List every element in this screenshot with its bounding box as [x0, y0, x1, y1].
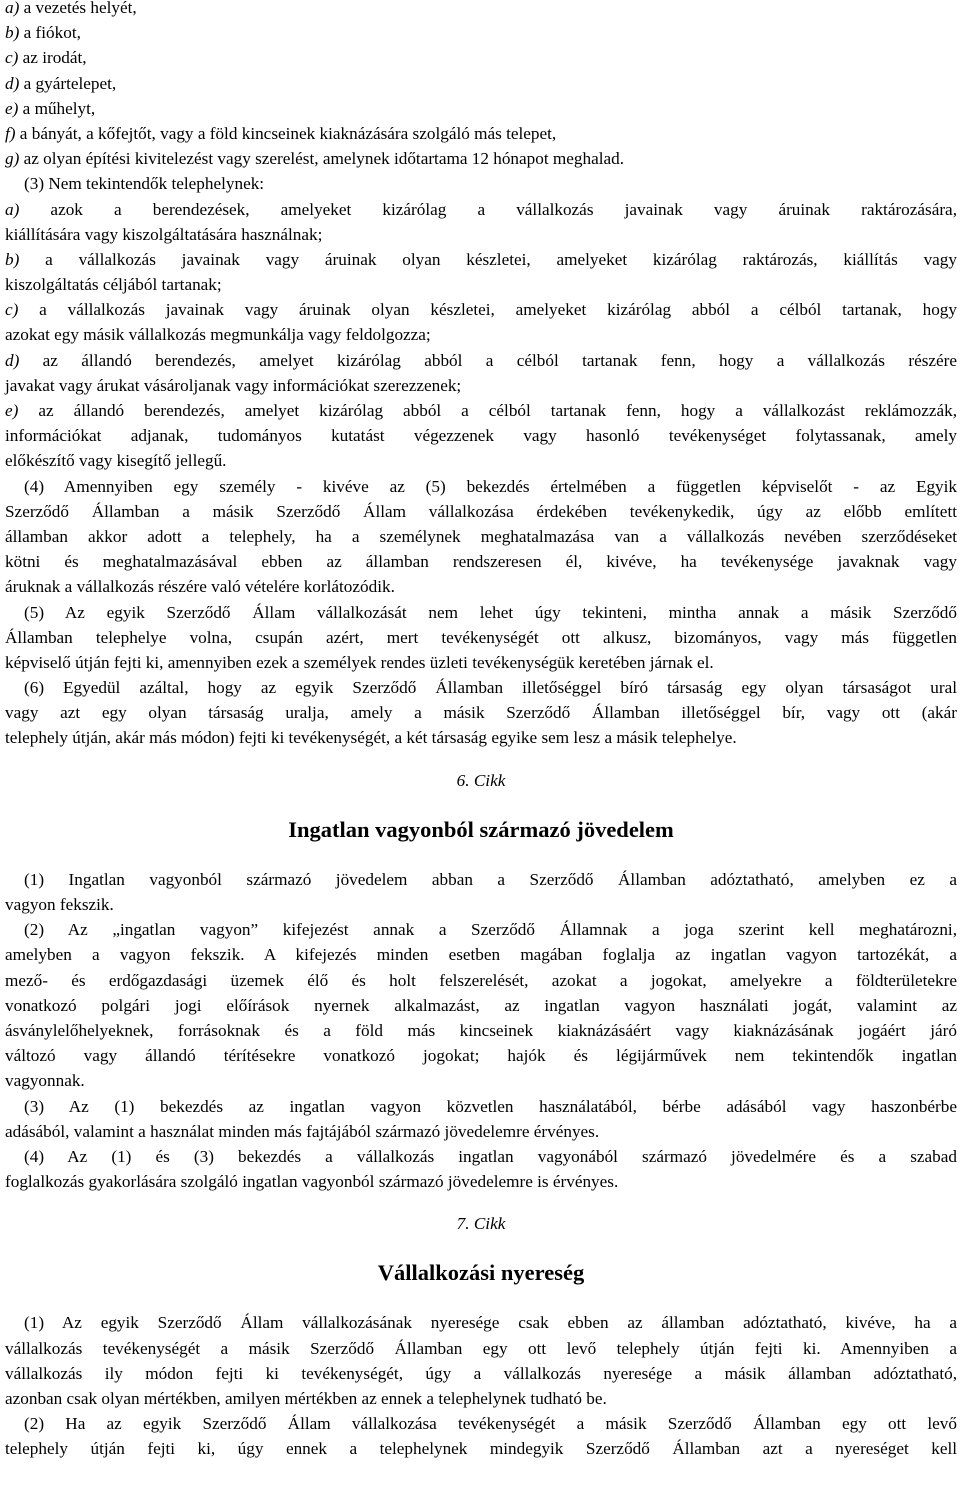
paragraph-line: telephely útján, akár más módon) fejti ki tevékenységét, a két társaság egyike sem lesz a másik telephelye.	[5, 728, 737, 748]
paragraph-line: b) a vállalkozás javainak vagy áruinak olyan készletei, amelyeket kizárólag raktározás, kiállítás vagy	[5, 249, 957, 269]
item-marker: f)	[5, 123, 16, 143]
paragraph-line: (4) Az (1) és (3) bekezdés a vállalkozás ingatlan vagyonából származó jövedelmére és a szabad	[24, 1146, 957, 1166]
paragraph-6	[5, 675, 957, 751]
article-6-paragraph-3	[5, 1094, 957, 1144]
item-marker: g)	[5, 149, 20, 169]
paragraph-line: vonatkozó polgári jogi előírások nyernek alkalmazást, az ingatlan vagyon használati jogát, valamint az	[5, 995, 957, 1015]
paragraph-3	[5, 171, 957, 473]
article-7-paragraph-2	[5, 1411, 957, 1461]
paragraph-line: vagyonnak.	[5, 1071, 85, 1091]
list-item: b) a fiókot,	[5, 23, 81, 43]
article-7-label: 7. Cikk	[456, 1214, 506, 1234]
paragraph-5	[5, 600, 957, 676]
paragraph-line: (2) Ha az egyik Szerződő Állam vállalkozása tevékenységét a másik Szerződő Államban egy ott levő	[24, 1414, 957, 1434]
item-marker: c)	[5, 48, 19, 68]
paragraph-line: (1) Ingatlan vagyonból származó jövedelem abban a Szerződő Államban adóztatható, amelyben ez a	[24, 869, 957, 889]
article-6-label: 6. Cikk	[456, 770, 506, 790]
article-7-title: Vállalkozási nyereség	[377, 1260, 585, 1286]
paragraph-line: vállalkozás ily módon fejti ki tevékenységét, úgy a vállalkozás nyeresége a másik államban adóztatható,	[5, 1363, 957, 1383]
paragraph-line: képviselő útján fejti ki, amennyiben ezek a személyek rendes üzleti tevékenységük keretében járnak el.	[5, 652, 714, 672]
list-item: d) a gyártelepet,	[5, 73, 117, 93]
paragraph-line: e) az állandó berendezés, amelyet kizárólag abból a célból tartanak fenn, hogy a vállalkozást reklámozzák,	[5, 401, 957, 420]
paragraph-line: államban akkor adott a telephely, ha a személynek meghatalmazása van a vállalkozás nevében szerződéseket	[5, 526, 957, 546]
paragraph-line: telephely útján fejti ki, úgy ennek a telephelynek mindegyik Szerződő Államban azt a nyereséget kell	[5, 1439, 957, 1459]
article-6-title: Ingatlan vagyonból származó jövedelem	[288, 816, 674, 842]
paragraph-line: kötni és meghatalmazásával ebben az államban rendszeresen él, kivéve, ha tevékenysége javaknak vagy	[5, 552, 957, 572]
item-marker: e)	[5, 98, 19, 118]
paragraph-line: vállalkozás tevékenységét a másik Szerződő Államban egy ott levő telephely útján fejti ki. Amennyiben a	[5, 1338, 957, 1358]
item-marker: a)	[5, 0, 20, 17]
paragraph-line: (4) Amennyiben egy személy - kivéve az (5) bekezdés értelmében a független képviselőt - az Egyik	[24, 476, 957, 496]
paragraph-line: kiállítására vagy kiszolgáltatására használnak;	[5, 224, 323, 244]
paragraph-line: amelyben a vagyon fekszik. A kifejezés minden esetben magában foglalja az ingatlan vagyon tartozékát, a	[5, 945, 957, 965]
paragraph-line: azokat egy másik vállalkozás megmunkálja vagy feldolgozza;	[5, 325, 431, 345]
paragraph-line: információkat adjanak, tudományos kutatást végezzenek vagy hasonló tevékenységet folytassanak, amely	[5, 426, 957, 446]
paragraph-line: d) az állandó berendezés, amelyet kizárólag abból a célból tartanak fenn, hogy a vállalkozás részére	[5, 350, 957, 370]
paragraph-line: foglalkozás gyakorlására szolgáló ingatlan vagyonból származó jövedelemre is érvényes.	[5, 1172, 619, 1192]
paragraph-line: előkészítő vagy kisegítő jellegű.	[5, 451, 227, 471]
paragraph-line: Szerződő Államban a másik Szerződő Állam vállalkozása érdekében tevékenykedik, úgy az előbb említett	[5, 501, 957, 521]
article-6-paragraph-2	[5, 917, 957, 1093]
list-item: e) a műhelyt,	[5, 98, 96, 118]
paragraph-line: vagy azt egy olyan társaság uralja, amely a másik Szerződő Államban illetőséggel bír, vagy ott (akár	[5, 703, 957, 723]
paragraph-line: áruknak a vállalkozás részére való vételére korlátozódik.	[5, 577, 395, 597]
list-item: f) a bányát, a kőfejtőt, vagy a föld kincseinek kiaknázására szolgáló más telepet,	[5, 123, 557, 143]
paragraph-line: javakat vagy árukat vásároljanak vagy információkat szerezzenek;	[5, 375, 462, 395]
paragraph-line: (2) Az „ingatlan vagyon” kifejezést annak a Szerződő Államnak a joga szerint kell meghatározni,	[24, 920, 957, 940]
paragraph-line: (5) Az egyik Szerződő Állam vállalkozását nem lehet úgy tekinteni, mintha annak a másik Szerződő	[24, 602, 957, 622]
paragraph-line: (3) Az (1) bekezdés az ingatlan vagyon közvetlen használatából, bérbe adásából vagy haszonbérbe	[24, 1096, 957, 1116]
paragraph-line: vagyon fekszik.	[5, 895, 114, 914]
paragraph-line: kiszolgáltatás céljából tartanak;	[5, 275, 222, 295]
article-6-paragraph-4	[5, 1144, 957, 1194]
paragraph-line: adásából, valamint a használat minden más fajtájából származó jövedelemre érvényes.	[5, 1121, 600, 1141]
paragraph-line: c) a vállalkozás javainak vagy áruinak olyan készletei, amelyeket kizárólag abból a célból tartanak, hogy	[5, 300, 957, 320]
paragraph-line: Államban telephelye volna, csupán azért, mert tevékenységét ott alkusz, bizományos, vagy más független	[5, 627, 957, 647]
paragraph-4	[5, 474, 957, 600]
article-7-paragraph-1	[5, 1310, 957, 1411]
list-establishment-items	[5, 0, 957, 171]
list-item: a) a vezetés helyét,	[5, 0, 137, 17]
paragraph-line: (6) Egyedül azáltal, hogy az egyik Szerződő Államban illetőséggel bíró társaság egy olyan társaságot ural	[24, 678, 957, 698]
list-item: c) az irodát,	[5, 48, 87, 68]
list-item: g) az olyan építési kivitelezést vagy szerelést, amelynek időtartama 12 hónapot meghalad.	[5, 149, 625, 169]
paragraph-line: (1) Az egyik Szerződő Állam vállalkozásának nyeresége csak ebben az államban adóztatható, kivéve, ha a	[24, 1313, 957, 1333]
paragraph-line: változó vagy állandó térítésekre vonatkozó jogokat; hajók és légijárművek nem tekintendők ingatlan	[5, 1046, 957, 1066]
paragraph-line: mező- és erdőgazdasági üzemek élő és holt felszerelését, azokat a jogokat, amelyekre a földterületekre	[5, 970, 957, 990]
paragraph-line: (3) Nem tekintendők telephelynek:	[24, 174, 265, 194]
item-marker: d)	[5, 73, 20, 93]
article-6-paragraph-1	[5, 867, 957, 917]
paragraph-line: azonban csak olyan mértékben, amilyen mértékben az ennek a telephelynek tudható be.	[5, 1389, 607, 1408]
paragraph-line: ásványlelőhelyeknek, forrásoknak és a föld más kincseinek kiaknázásáért vagy kiaknázásának jogáért járó	[5, 1020, 957, 1040]
item-marker: b)	[5, 23, 20, 43]
paragraph-line: a) azok a berendezések, amelyeket kizárólag a vállalkozás javainak vagy áruinak raktározására,	[5, 199, 957, 219]
document-page	[5, 0, 957, 1462]
